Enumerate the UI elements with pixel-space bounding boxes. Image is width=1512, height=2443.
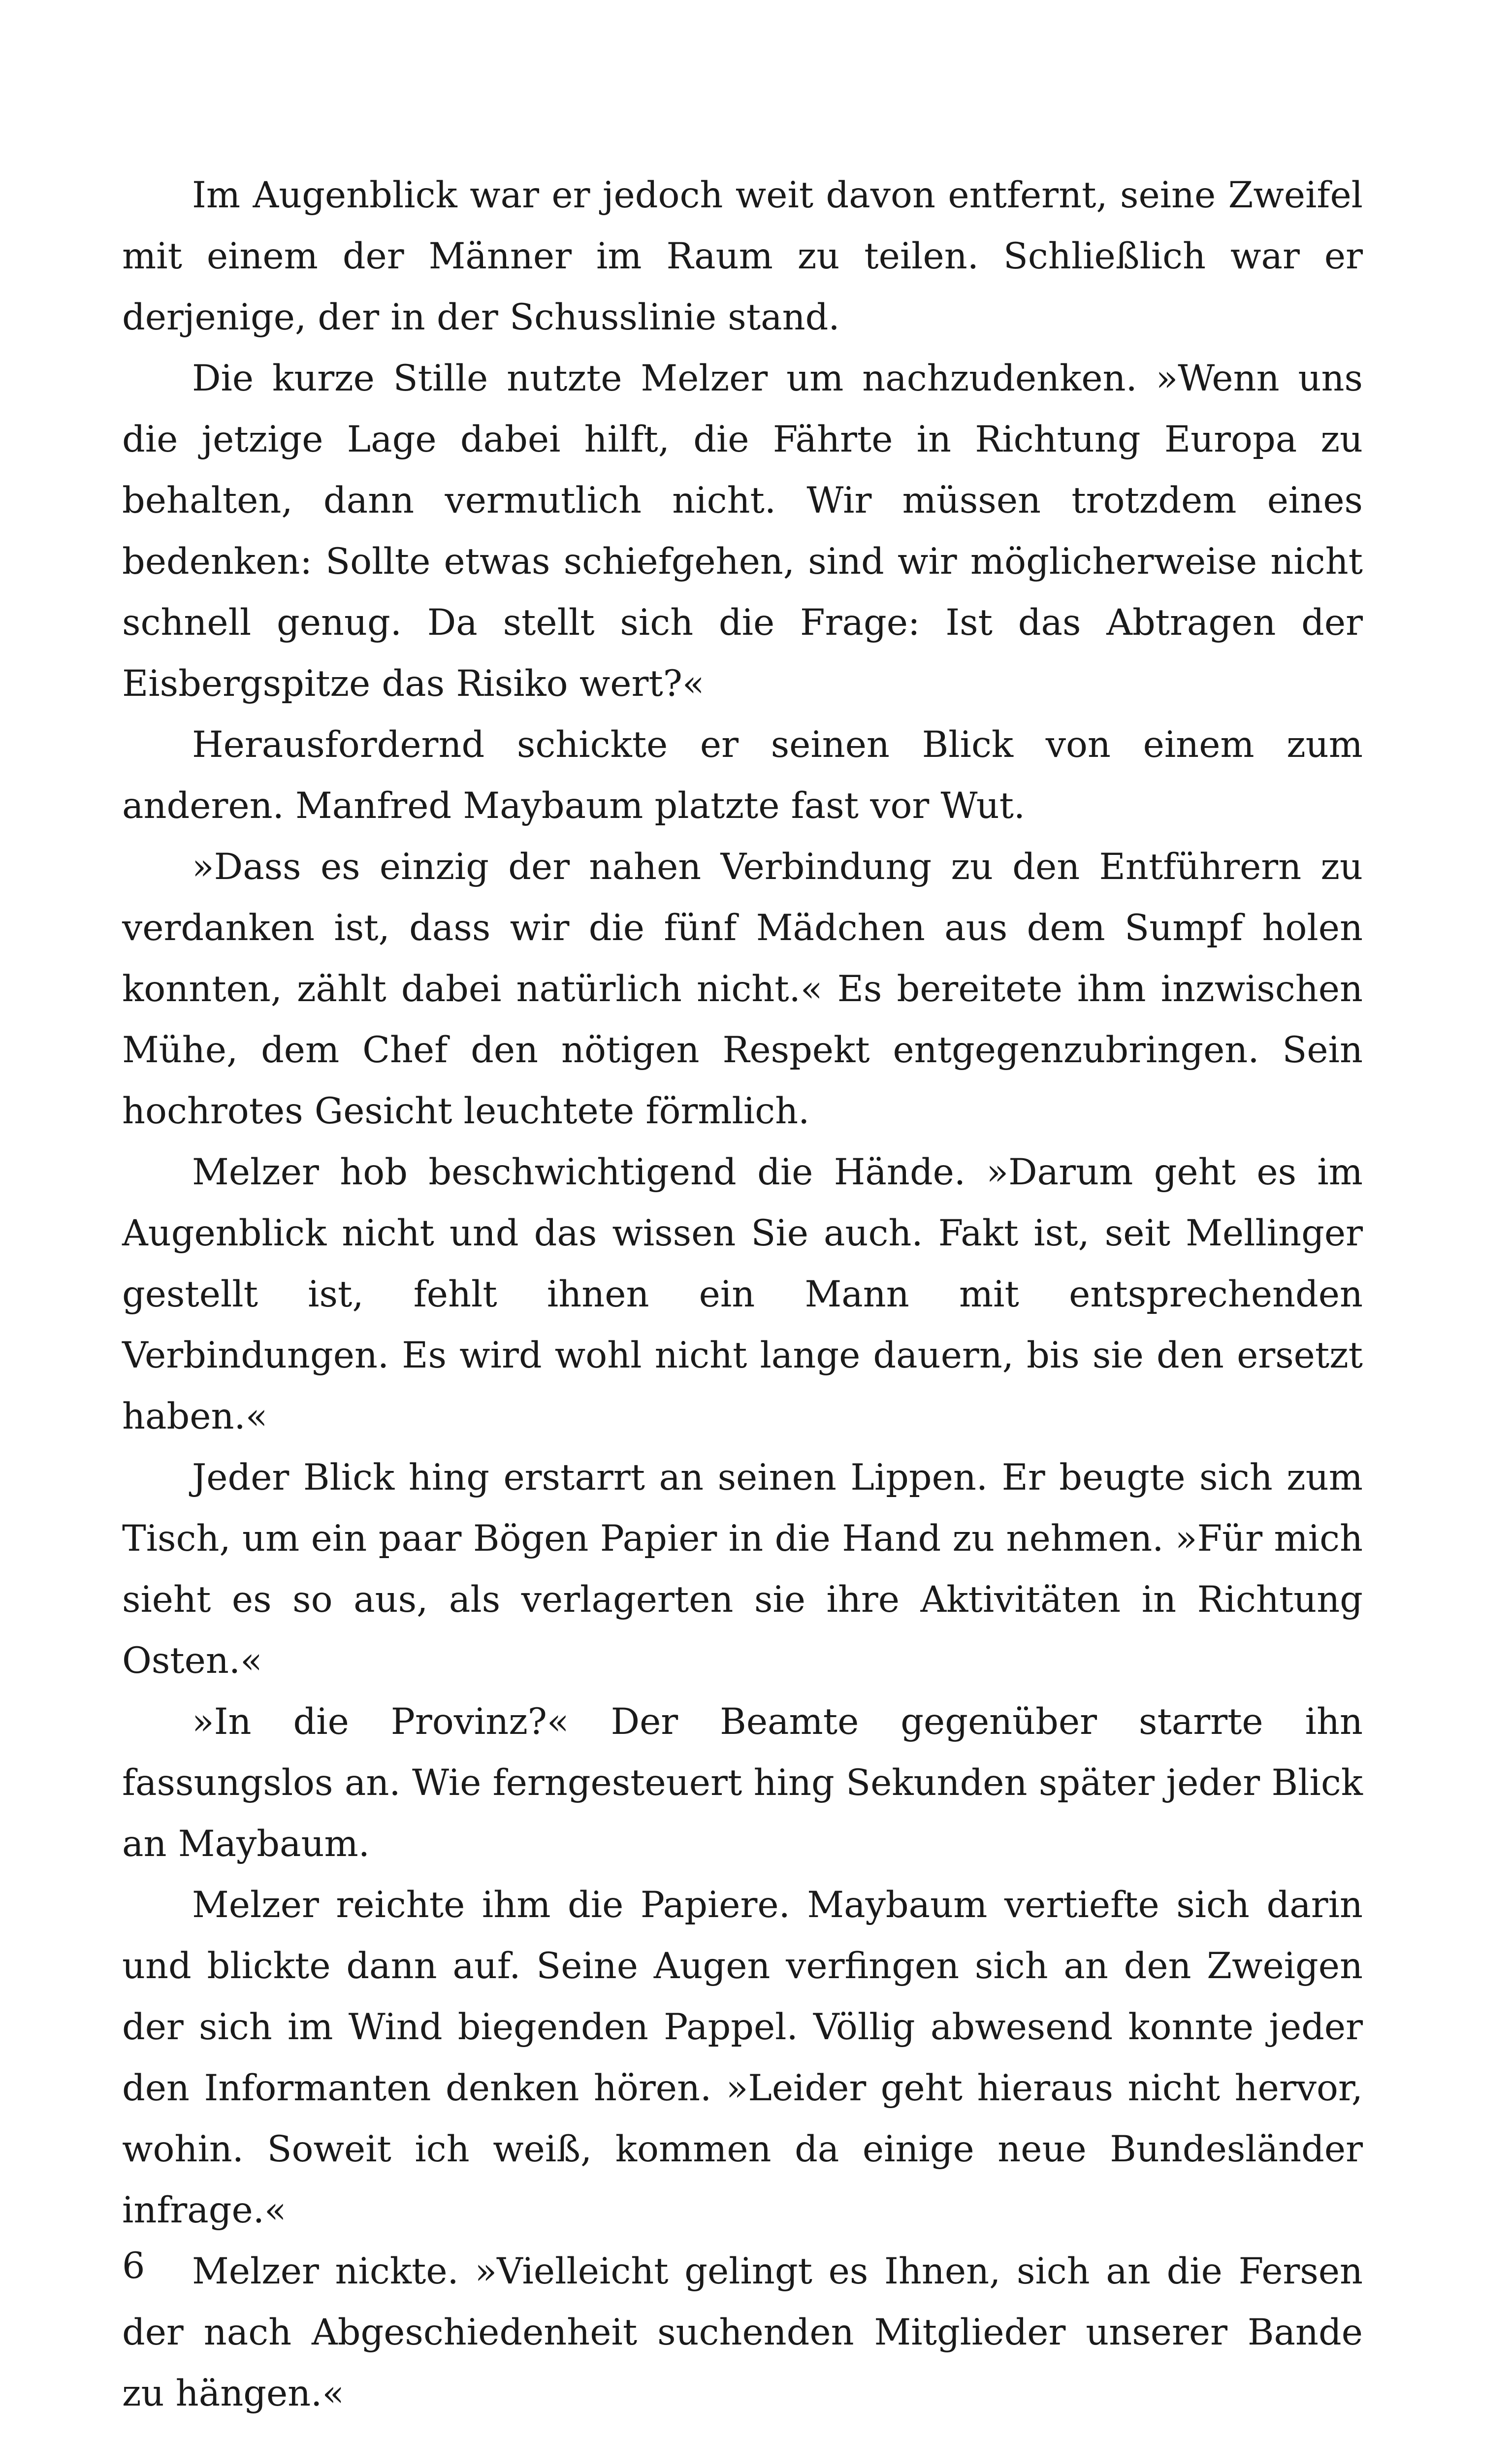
paragraph-6: Jeder Blick hing erstarrt an seinen Lippen. Er beugte sich zum Tisch, um ein paar Bögen Papier in die Hand zu nehmen. »Für mich sieht es so aus, als verlagerten sie ihre Aktivitäten in Richtung Osten.« [122,1457,1363,1682]
paragraph-2: Die kurze Stille nutzte Melzer um nachzudenken. »Wenn uns die jetzige Lage dabei hilft, die Fährte in Richtung Europa zu behalten, dann vermutlich nicht. Wir müssen trotzdem eines bedenken: Sollte etwas schiefgehen, sind wir möglicherweise nicht schnell genug. Da stellt sich die Frage: Ist das Abtragen der Eisbergspitze das Risiko wert?« [122,358,1363,705]
paragraph-8: Melzer reichte ihm die Papiere. Maybaum vertiefte sich darin und blickte dann auf. Seine Augen verfingen sich an den Zweigen der sich im Wind biegenden Pappel. Völlig abwesend konnte jeder den Informanten denken hören. »Leider geht hieraus nicht hervor, wohin. Soweit ich weiß, kommen da einige neue Bundesländer infrage.« [122,1884,1363,2231]
body-text [122,165,1363,2424]
paragraph-9: Melzer nickte. »Vielleicht gelingt es Ihnen, sich an die Fersen der nach Abgeschiedenheit suchenden Mitglieder unserer Bande zu hängen.« [122,2250,1363,2414]
paragraph-5: Melzer hob beschwichtigend die Hände. »Darum geht es im Augenblick nicht und das wissen Sie auch. Fakt ist, seit Mellinger gestellt ist, fehlt ihnen ein Mann mit entsprechenden Verbindungen. Es wird wohl nicht lange dauern, bis sie den ersetzt haben.« [122,1151,1363,1437]
paragraph-1: Im Augenblick war er jedoch weit davon entfernt, seine Zweifel mit einem der Männer im Raum zu teilen. Schließlich war er derjenige, der in der Schusslinie stand. [122,174,1363,338]
paragraph-4: »Dass es einzig der nahen Verbindung zu den Entführern zu verdanken ist, dass wir die fünf Mädchen aus dem Sumpf holen konnten, zählt dabei natürlich nicht.« Es bereitete ihm inzwischen Mühe, dem Chef den nötigen Respekt entgegenzubringen. Sein hochrotes Gesicht leuchtete förmlich. [122,846,1363,1132]
page-number: 6 [122,2245,145,2287]
paragraph-3: Herausfordernd schickte er seinen Blick von einem zum anderen. Manfred Maybaum platzte fast vor Wut. [122,724,1363,827]
paragraph-7: »In die Provinz?« Der Beamte gegenüber starrte ihn fassungslos an. Wie ferngesteuert hing Sekunden später jeder Blick an Maybaum. [122,1701,1363,1865]
